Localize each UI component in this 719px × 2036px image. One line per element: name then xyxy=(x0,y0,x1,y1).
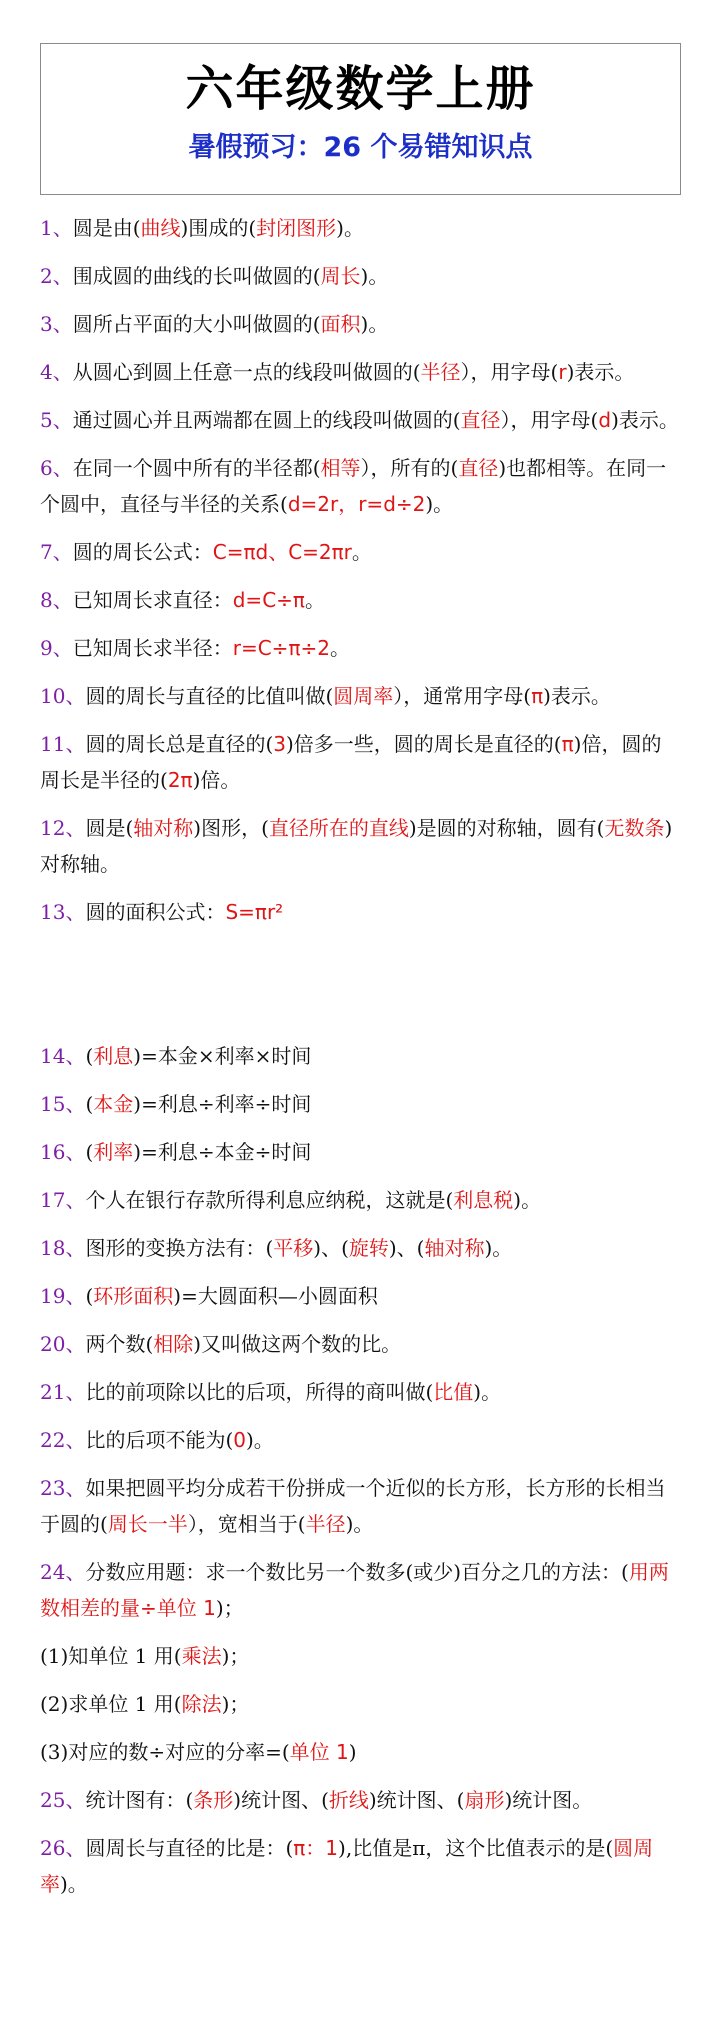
item-number: 26、 xyxy=(40,1836,86,1860)
item-number: 11、 xyxy=(40,732,86,756)
answer-text: 单位 1 xyxy=(289,1740,349,1764)
item-number: 13、 xyxy=(40,900,86,924)
item-text: ( xyxy=(85,1284,94,1308)
answer-text: 圆周率 xyxy=(333,684,394,708)
answer-text: π xyxy=(561,732,574,756)
answer-text: S=πr² xyxy=(225,900,284,924)
answer-text: 无数条 xyxy=(604,816,665,840)
knowledge-list xyxy=(40,210,680,1914)
item-text: 从圆心到圆上任意一点的线段叫做圆的( xyxy=(72,360,421,384)
item-number: 7、 xyxy=(40,540,73,564)
item-number: 15、 xyxy=(40,1092,86,1116)
answer-text: 封闭图形 xyxy=(256,216,337,240)
item-number: 5、 xyxy=(40,408,73,432)
item-text: 已知周长求半径： xyxy=(72,636,233,660)
item-number: 21、 xyxy=(40,1380,86,1404)
item-text: ( xyxy=(85,1044,94,1068)
item-number: 20、 xyxy=(40,1332,86,1356)
answer-text: 环形面积 xyxy=(93,1284,174,1308)
knowledge-item xyxy=(40,1230,680,1266)
item-number: 18、 xyxy=(40,1236,86,1260)
knowledge-item xyxy=(40,258,680,294)
item-text: 围成圆的曲线的长叫做圆的( xyxy=(72,264,321,288)
item-number: 23、 xyxy=(40,1476,86,1500)
item-text: )统计图、( xyxy=(368,1788,465,1812)
item-number: 25、 xyxy=(40,1788,86,1812)
knowledge-item xyxy=(40,1782,680,1818)
answer-text: 直径 xyxy=(458,456,499,480)
knowledge-item xyxy=(40,1182,680,1218)
item-text: )； xyxy=(215,1596,244,1620)
knowledge-item xyxy=(40,354,680,390)
item-text: )。 xyxy=(513,1188,542,1212)
item-text: )也都相等。在同一个圆中，直径与半径的关系( xyxy=(40,456,667,516)
page-title: 六年级数学上册 xyxy=(185,61,536,117)
item-text: 在同一个圆中所有的半径都( xyxy=(72,456,321,480)
answer-text: 利率 xyxy=(93,1140,134,1164)
item-text: )。 xyxy=(336,216,364,240)
item-text: )表示。 xyxy=(611,408,679,432)
answer-text: 相等 xyxy=(320,456,361,480)
answer-text: 周长一半 xyxy=(107,1512,188,1536)
item-text: 已知周长求直径： xyxy=(72,588,233,612)
item-text: 比的前项除以比的后项，所得的商叫做( xyxy=(85,1380,434,1404)
item-text: )是圆的对称轴，圆有( xyxy=(408,816,605,840)
item-number: 4、 xyxy=(40,360,73,384)
item-text: )表示。 xyxy=(543,684,611,708)
item-text: )=利息÷利率÷时间 xyxy=(133,1092,312,1116)
answer-text: 直径 xyxy=(460,408,501,432)
item-text: 圆是由( xyxy=(72,216,141,240)
item-number: 1、 xyxy=(40,216,73,240)
item-text: )； xyxy=(221,1644,250,1668)
answer-text: 条形 xyxy=(193,1788,234,1812)
item-number: 24、 xyxy=(40,1560,86,1584)
item-text: 圆的周长与直径的比值叫做( xyxy=(85,684,334,708)
answer-text: 圆周率 xyxy=(40,1836,654,1896)
item-text: 圆周长与直径的比是：( xyxy=(85,1836,294,1860)
item-text: 如果把圆平均分成若干份拼成一个近似的长方形，长方形的长相当于圆的( xyxy=(40,1476,666,1536)
item-text: 圆的面积公式： xyxy=(85,900,226,924)
item-text: 通过圆心并且两端都在圆上的线段叫做圆的( xyxy=(72,408,461,432)
answer-text: 曲线 xyxy=(140,216,181,240)
knowledge-item xyxy=(40,1374,680,1410)
page-subtitle: 暑假预习：26 个易错知识点 xyxy=(188,132,533,163)
answer-text: d=2r，r=d÷2 xyxy=(287,492,426,516)
item-text: )。 xyxy=(484,1236,513,1260)
answer-text: d xyxy=(598,408,612,432)
knowledge-item xyxy=(40,1038,680,1074)
item-text: )统计图。 xyxy=(504,1788,593,1812)
answer-text: 直径所在的直线 xyxy=(268,816,409,840)
knowledge-item xyxy=(40,1278,680,1314)
item-number: 8、 xyxy=(40,588,73,612)
answer-text: 面积 xyxy=(320,312,361,336)
item-number: 3、 xyxy=(40,312,73,336)
answer-text: π：1 xyxy=(293,1836,339,1860)
item-number: 6、 xyxy=(40,456,73,480)
answer-text: 轴对称 xyxy=(424,1236,485,1260)
answer-text: 利息 xyxy=(93,1044,134,1068)
item-text: 统计图有：( xyxy=(85,1788,194,1812)
section-gap xyxy=(40,942,680,1038)
item-text: )倍，圆的周长是半径的( xyxy=(40,732,662,792)
answer-text: 平移 xyxy=(273,1236,314,1260)
item-text: 圆的周长公式： xyxy=(72,540,213,564)
header-box xyxy=(40,43,681,195)
item-text: )； xyxy=(221,1692,250,1716)
knowledge-item xyxy=(40,534,680,570)
answer-text: d=C÷π xyxy=(232,588,305,612)
item-text: 比的后项不能为( xyxy=(85,1428,234,1452)
item-number: 12、 xyxy=(40,816,86,840)
item-text: )。 xyxy=(473,1380,502,1404)
item-text: )又叫做这两个数的比。 xyxy=(193,1332,402,1356)
item-number: 16、 xyxy=(40,1140,86,1164)
knowledge-item xyxy=(40,1134,680,1170)
item-text: 分数应用题：求一个数比另一个数多(或少)百分之几的方法：( xyxy=(85,1560,629,1584)
item-text: )。 xyxy=(425,492,454,516)
knowledge-item xyxy=(40,630,680,666)
item-text: ( xyxy=(85,1092,94,1116)
item-text: )倍。 xyxy=(192,768,241,792)
answer-text: 利息税 xyxy=(453,1188,514,1212)
item-number: 10、 xyxy=(40,684,86,708)
answer-text: π xyxy=(531,684,544,708)
item-text: )=大圆面积—小圆面积 xyxy=(173,1284,378,1308)
item-text: ( xyxy=(85,1140,94,1164)
answer-text: 折线 xyxy=(328,1788,369,1812)
answer-text: r=C÷π÷2 xyxy=(232,636,330,660)
item-text: 圆是( xyxy=(85,816,134,840)
answer-text: 本金 xyxy=(93,1092,134,1116)
answer-text: 轴对称 xyxy=(133,816,194,840)
item-text: 。 xyxy=(304,588,325,612)
knowledge-item xyxy=(40,1830,680,1902)
item-text: ），所有的( xyxy=(360,456,459,480)
item-text: )。 xyxy=(60,1872,88,1896)
knowledge-item xyxy=(40,1554,680,1626)
item-text: ），通常用字母( xyxy=(393,684,532,708)
knowledge-item xyxy=(40,582,680,618)
item-text: )图形，( xyxy=(193,816,269,840)
item-text: )表示。 xyxy=(566,360,635,384)
answer-text: C=πd、C=2πr xyxy=(212,540,352,564)
item-text: )倍多一些，圆的周长是直径的( xyxy=(286,732,562,756)
item-text: )围成的( xyxy=(180,216,257,240)
answer-text: 周长 xyxy=(320,264,361,288)
answer-text: 3 xyxy=(273,732,286,756)
item-number: 17、 xyxy=(40,1188,86,1212)
knowledge-item xyxy=(40,306,680,342)
knowledge-item xyxy=(40,1734,680,1770)
item-text: )=本金×利率×时间 xyxy=(133,1044,312,1068)
knowledge-item xyxy=(40,810,680,882)
item-text: 。 xyxy=(329,636,350,660)
knowledge-item xyxy=(40,1422,680,1458)
item-text: )对称轴。 xyxy=(40,816,673,876)
item-text: 个人在银行存款所得利息应纳税，这就是( xyxy=(85,1188,454,1212)
item-number: 22、 xyxy=(40,1428,86,1452)
knowledge-group-circle xyxy=(40,210,680,930)
answer-text: 比值 xyxy=(433,1380,474,1404)
item-text: )。 xyxy=(360,312,389,336)
answer-text: 半径 xyxy=(305,1512,346,1536)
item-text: )。 xyxy=(246,1428,274,1452)
knowledge-item xyxy=(40,678,680,714)
item-text: 圆的周长总是直径的( xyxy=(85,732,274,756)
answer-text: 用两数相差的量÷单位 1 xyxy=(40,1560,669,1620)
item-text: 两个数( xyxy=(85,1332,154,1356)
answer-text: 除法 xyxy=(181,1692,222,1716)
answer-text: 相除 xyxy=(153,1332,194,1356)
answer-text: 0 xyxy=(233,1428,246,1452)
item-text: )统计图、( xyxy=(233,1788,329,1812)
item-text: 圆所占平面的大小叫做圆的( xyxy=(72,312,321,336)
item-text: ），用字母( xyxy=(500,408,599,432)
knowledge-item xyxy=(40,210,680,246)
item-number: 14、 xyxy=(40,1044,86,1068)
item-text: )=利息÷本金÷时间 xyxy=(133,1140,312,1164)
item-text: )。 xyxy=(360,264,389,288)
knowledge-item xyxy=(40,450,680,522)
item-text: )、( xyxy=(313,1236,349,1260)
item-text: (1)知单位 1 用( xyxy=(40,1644,182,1668)
item-text: ），宽相当于( xyxy=(187,1512,306,1536)
item-text: ),比值是π，这个比值表示的是( xyxy=(338,1836,614,1860)
item-text: ），用字母( xyxy=(460,360,559,384)
item-number: 19、 xyxy=(40,1284,86,1308)
item-text: )。 xyxy=(345,1512,374,1536)
answer-text: 扇形 xyxy=(464,1788,505,1812)
item-text: (2)求单位 1 用( xyxy=(40,1692,182,1716)
item-text: )、( xyxy=(388,1236,425,1260)
item-text: ) xyxy=(348,1740,357,1764)
knowledge-item xyxy=(40,1638,680,1674)
knowledge-item xyxy=(40,1686,680,1722)
item-text: (3)对应的数÷对应的分率=( xyxy=(40,1740,290,1764)
answer-text: 2π xyxy=(167,768,193,792)
knowledge-item xyxy=(40,894,680,930)
knowledge-item xyxy=(40,1326,680,1362)
knowledge-item xyxy=(40,726,680,798)
item-text: 图形的变换方法有：( xyxy=(85,1236,274,1260)
knowledge-item xyxy=(40,402,680,438)
answer-text: 半径 xyxy=(420,360,461,384)
knowledge-item xyxy=(40,1086,680,1122)
answer-text: 乘法 xyxy=(181,1644,222,1668)
item-number: 9、 xyxy=(40,636,73,660)
item-number: 2、 xyxy=(40,264,73,288)
knowledge-group-ratio xyxy=(40,1038,680,1902)
item-text: 。 xyxy=(351,540,372,564)
answer-text: r xyxy=(558,360,567,384)
knowledge-item xyxy=(40,1470,680,1542)
answer-text: 旋转 xyxy=(348,1236,389,1260)
